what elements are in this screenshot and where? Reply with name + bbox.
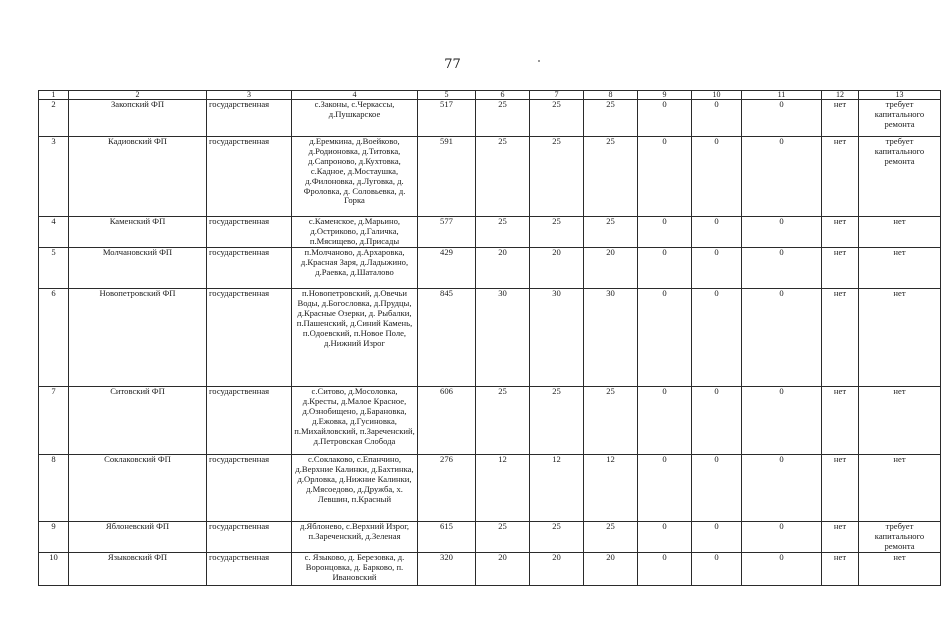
column-header-2: 2 bbox=[69, 91, 207, 100]
cell-val-6: 30 bbox=[476, 289, 530, 387]
cell-row-number: 9 bbox=[39, 522, 69, 553]
cell-val-10: 0 bbox=[692, 100, 742, 137]
cell-val-12: нет bbox=[822, 455, 859, 522]
cell-settlements: п.Молчаново, д.Архаровка, д.Красная Заря, д.Ладыжино, д.Раевка, д.Шаталово bbox=[292, 248, 418, 289]
cell-val-12: нет bbox=[822, 100, 859, 137]
column-header-8: 8 bbox=[584, 91, 638, 100]
cell-repair-status: нет bbox=[859, 217, 941, 248]
cell-val-12: нет bbox=[822, 137, 859, 217]
cell-val-10: 0 bbox=[692, 455, 742, 522]
cell-val-9: 0 bbox=[638, 387, 692, 455]
column-header-7: 7 bbox=[530, 91, 584, 100]
column-header-6: 6 bbox=[476, 91, 530, 100]
cell-val-11: 0 bbox=[742, 289, 822, 387]
table-row bbox=[39, 217, 941, 248]
cell-val-7: 12 bbox=[530, 455, 584, 522]
cell-val-10: 0 bbox=[692, 137, 742, 217]
table-row bbox=[39, 455, 941, 522]
cell-settlements: с.Законы, с.Черкассы, д.Пушкарское bbox=[292, 100, 418, 137]
cell-ownership: государственная bbox=[207, 100, 292, 137]
table-row bbox=[39, 137, 941, 217]
cell-val-8: 25 bbox=[584, 100, 638, 137]
cell-val-9: 0 bbox=[638, 217, 692, 248]
scan-speck bbox=[538, 60, 540, 62]
cell-val-6: 20 bbox=[476, 248, 530, 289]
cell-population: 606 bbox=[418, 387, 476, 455]
cell-val-11: 0 bbox=[742, 387, 822, 455]
cell-row-number: 7 bbox=[39, 387, 69, 455]
cell-row-number: 10 bbox=[39, 553, 69, 586]
cell-population: 276 bbox=[418, 455, 476, 522]
cell-val-8: 20 bbox=[584, 248, 638, 289]
cell-ownership: государственная bbox=[207, 387, 292, 455]
cell-val-6: 25 bbox=[476, 100, 530, 137]
cell-settlements: с.Ситово, д.Мосоловка, д.Кресты, д.Малое Красное, д.Ознобищено, д.Барановка, д.Ежовка, д.Гусиновка, п.Михайловский, п.Зареченский, д.Петровская Слобода bbox=[292, 387, 418, 455]
cell-row-number: 2 bbox=[39, 100, 69, 137]
cell-settlements: с. Языково, д. Березовка, д. Воронцовка, д. Барково, п. Ивановский bbox=[292, 553, 418, 586]
page-number: 77 bbox=[444, 57, 461, 72]
cell-settlements: д.Яблонево, с.Верхний Изрог, п.Зареченский, д.Зеленая bbox=[292, 522, 418, 553]
table-row bbox=[39, 522, 941, 553]
cell-ownership: государственная bbox=[207, 289, 292, 387]
cell-repair-status: требует капитального ремонта bbox=[859, 522, 941, 553]
cell-val-8: 30 bbox=[584, 289, 638, 387]
cell-val-11: 0 bbox=[742, 455, 822, 522]
cell-val-8: 25 bbox=[584, 522, 638, 553]
table-row bbox=[39, 553, 941, 586]
cell-val-11: 0 bbox=[742, 522, 822, 553]
cell-val-10: 0 bbox=[692, 248, 742, 289]
cell-val-8: 20 bbox=[584, 553, 638, 586]
cell-val-12: нет bbox=[822, 217, 859, 248]
cell-facility-name: Закопский ФП bbox=[69, 100, 207, 137]
cell-val-9: 0 bbox=[638, 100, 692, 137]
column-header-1: 1 bbox=[39, 91, 69, 100]
cell-row-number: 8 bbox=[39, 455, 69, 522]
column-header-9: 9 bbox=[638, 91, 692, 100]
cell-val-7: 25 bbox=[530, 387, 584, 455]
cell-val-12: нет bbox=[822, 289, 859, 387]
cell-repair-status: требует капитального ремонта bbox=[859, 100, 941, 137]
cell-repair-status: нет bbox=[859, 455, 941, 522]
cell-val-10: 0 bbox=[692, 387, 742, 455]
cell-facility-name: Языковский ФП bbox=[69, 553, 207, 586]
cell-population: 845 bbox=[418, 289, 476, 387]
cell-val-7: 25 bbox=[530, 217, 584, 248]
cell-facility-name: Кадиовский ФП bbox=[69, 137, 207, 217]
cell-val-11: 0 bbox=[742, 553, 822, 586]
cell-val-6: 12 bbox=[476, 455, 530, 522]
cell-facility-name: Каменский ФП bbox=[69, 217, 207, 248]
cell-settlements: д.Еремкина, д.Воейково, д.Родионовка, д.Титовка, д.Сапроново, д.Кухтовка, с.Кадное, д.Мостаушка, д.Филоновка, д.Луговка, д. Фроловка, д. Соловьевка, д. Горка bbox=[292, 137, 418, 217]
cell-val-8: 25 bbox=[584, 217, 638, 248]
cell-val-10: 0 bbox=[692, 522, 742, 553]
cell-population: 429 bbox=[418, 248, 476, 289]
cell-facility-name: Новопетровский ФП bbox=[69, 289, 207, 387]
cell-population: 615 bbox=[418, 522, 476, 553]
cell-row-number: 5 bbox=[39, 248, 69, 289]
cell-val-9: 0 bbox=[638, 522, 692, 553]
cell-val-12: нет bbox=[822, 522, 859, 553]
cell-val-7: 20 bbox=[530, 248, 584, 289]
cell-val-9: 0 bbox=[638, 455, 692, 522]
cell-val-11: 0 bbox=[742, 100, 822, 137]
table-header-row bbox=[39, 91, 941, 100]
column-header-12: 12 bbox=[822, 91, 859, 100]
cell-facility-name: Яблоневский ФП bbox=[69, 522, 207, 553]
cell-val-9: 0 bbox=[638, 248, 692, 289]
cell-row-number: 3 bbox=[39, 137, 69, 217]
column-header-3: 3 bbox=[207, 91, 292, 100]
cell-facility-name: Молчановский ФП bbox=[69, 248, 207, 289]
column-header-4: 4 bbox=[292, 91, 418, 100]
cell-ownership: государственная bbox=[207, 137, 292, 217]
column-header-5: 5 bbox=[418, 91, 476, 100]
cell-val-8: 25 bbox=[584, 387, 638, 455]
cell-ownership: государственная bbox=[207, 522, 292, 553]
cell-val-11: 0 bbox=[742, 248, 822, 289]
facilities-table bbox=[38, 90, 941, 586]
cell-val-11: 0 bbox=[742, 217, 822, 248]
column-header-10: 10 bbox=[692, 91, 742, 100]
cell-repair-status: нет bbox=[859, 289, 941, 387]
cell-val-7: 25 bbox=[530, 522, 584, 553]
table-row bbox=[39, 289, 941, 387]
table-row bbox=[39, 100, 941, 137]
cell-val-7: 20 bbox=[530, 553, 584, 586]
cell-population: 320 bbox=[418, 553, 476, 586]
cell-val-12: нет bbox=[822, 387, 859, 455]
cell-settlements: с.Каменское, д.Марьино, д.Остриково, д.Галичка, п.Мясищево, д.Присады bbox=[292, 217, 418, 248]
cell-population: 517 bbox=[418, 100, 476, 137]
cell-val-12: нет bbox=[822, 553, 859, 586]
cell-ownership: государственная bbox=[207, 455, 292, 522]
cell-val-6: 20 bbox=[476, 553, 530, 586]
cell-val-8: 25 bbox=[584, 137, 638, 217]
cell-val-12: нет bbox=[822, 248, 859, 289]
cell-val-10: 0 bbox=[692, 289, 742, 387]
cell-val-7: 30 bbox=[530, 289, 584, 387]
cell-repair-status: нет bbox=[859, 387, 941, 455]
column-header-11: 11 bbox=[742, 91, 822, 100]
cell-val-10: 0 bbox=[692, 217, 742, 248]
cell-population: 577 bbox=[418, 217, 476, 248]
cell-val-6: 25 bbox=[476, 387, 530, 455]
table-body bbox=[39, 100, 941, 586]
cell-val-6: 25 bbox=[476, 137, 530, 217]
cell-facility-name: Ситовский ФП bbox=[69, 387, 207, 455]
cell-val-9: 0 bbox=[638, 553, 692, 586]
cell-repair-status: требует капитального ремонта bbox=[859, 137, 941, 217]
cell-facility-name: Соклаковский ФП bbox=[69, 455, 207, 522]
cell-val-11: 0 bbox=[742, 137, 822, 217]
cell-val-9: 0 bbox=[638, 137, 692, 217]
cell-val-8: 12 bbox=[584, 455, 638, 522]
cell-row-number: 4 bbox=[39, 217, 69, 248]
column-header-13: 13 bbox=[859, 91, 941, 100]
cell-val-7: 25 bbox=[530, 137, 584, 217]
cell-ownership: государственная bbox=[207, 217, 292, 248]
cell-val-9: 0 bbox=[638, 289, 692, 387]
cell-row-number: 6 bbox=[39, 289, 69, 387]
table-row bbox=[39, 387, 941, 455]
cell-settlements: п.Новопетровский, д.Овечьи Воды, д.Богословка, д.Прудцы, д.Красные Озерки, д. Рыбалки, п.Пашенский, д.Синий Камень, п.Одоевский, п.Новое Поле, д.Нижний Изрог bbox=[292, 289, 418, 387]
cell-population: 591 bbox=[418, 137, 476, 217]
cell-val-10: 0 bbox=[692, 553, 742, 586]
cell-settlements: с.Соклаково, с.Епанчино, д.Верхние Калинки, д.Бахтинка, д.Орловка, д.Нижние Калинки, д.Мясоедово, д.Дружба, х. Левшин, п.Красный bbox=[292, 455, 418, 522]
table-row bbox=[39, 248, 941, 289]
cell-val-7: 25 bbox=[530, 100, 584, 137]
cell-val-6: 25 bbox=[476, 217, 530, 248]
cell-repair-status: нет bbox=[859, 248, 941, 289]
cell-ownership: государственная bbox=[207, 248, 292, 289]
cell-val-6: 25 bbox=[476, 522, 530, 553]
cell-ownership: государственная bbox=[207, 553, 292, 586]
cell-repair-status: нет bbox=[859, 553, 941, 586]
